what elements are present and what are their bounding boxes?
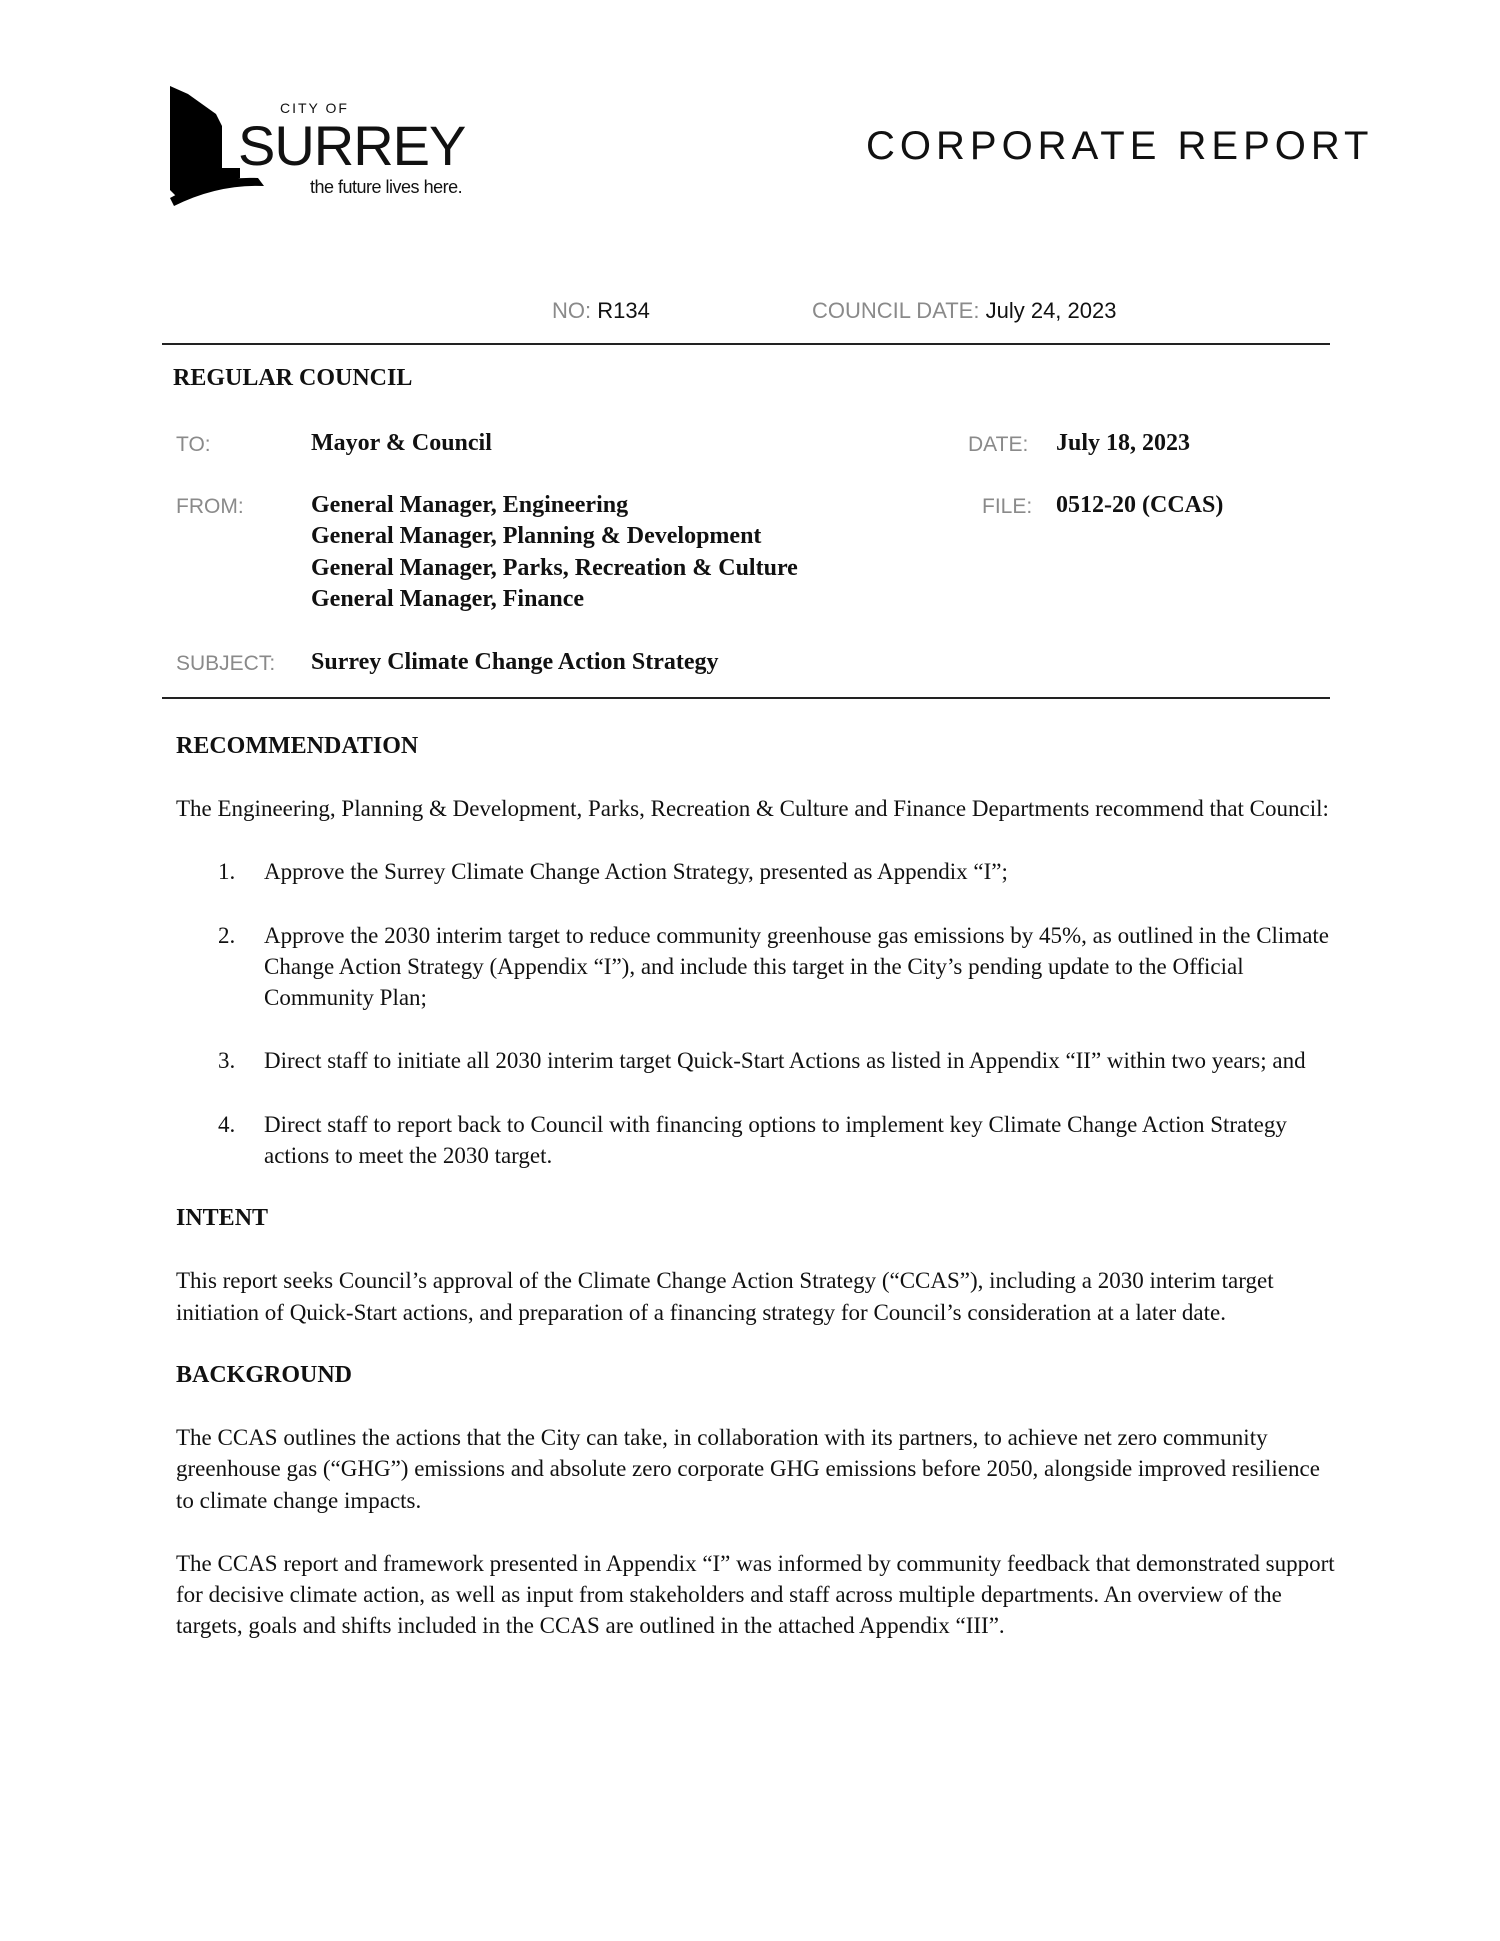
subject-label: SUBJECT: <box>176 652 276 675</box>
file-label: FILE: <box>982 495 1033 518</box>
from-value: General Manager, Engineering <box>311 492 629 518</box>
background-paragraph: The CCAS report and framework presented in Appendix “I” was informed by community feedback that demonstrated support for decisive climate action, as well as input from stakeholders and staff across multiple departments. An overview of the targets, goals and shifts included in the CCAS are outlined in the attached Appendix “III”. <box>176 1550 1335 1639</box>
background-paragraph: The CCAS outlines the actions that the City can take, in collaboration with its partners, to achieve net zero community greenhouse gas (“GHG”) emissions and absolute zero corporate GHG emissions before 2050, alongside improved resilience to climate change impacts. <box>176 1424 1320 1513</box>
intent-text: This report seeks Council’s approval of the Climate Change Action Strategy (“CCAS”), including a 2030 interim target initiation of Quick-Start actions, and preparation of a financing strategy for Council’s consideration at a later date. <box>176 1268 1274 1325</box>
council-date-label: COUNCIL DATE: <box>812 298 980 323</box>
report-number <box>552 298 650 324</box>
from-value: General Manager, Finance <box>311 586 585 612</box>
from-value: General Manager, Planning & Development <box>311 523 762 549</box>
meeting-type: REGULAR COUNCIL <box>173 365 413 391</box>
subject-value: Surrey Climate Change Action Strategy <box>311 649 719 675</box>
list-item-text: Direct staff to report back to Council with financing options to implement key Climate Change Action Strategy actions to meet the 2030 target. <box>264 1111 1287 1169</box>
list-item-text: Approve the 2030 interim target to reduce community greenhouse gas emissions by 45%, as outlined in the Climate Change Action Strategy (Appendix “I”), and include this target in the City’s pending update to the Official Community Plan; <box>264 922 1330 1011</box>
to-label: TO: <box>176 433 211 456</box>
logo-surrey: SURREY <box>238 114 466 177</box>
date-value: July 18, 2023 <box>1056 430 1191 456</box>
recommendation-intro: The Engineering, Planning & Development, Parks, Recreation & Culture and Finance Departments recommend that Council: <box>176 796 1329 821</box>
list-item-text: Direct staff to initiate all 2030 interim target Quick-Start Actions as listed in Appendix “II” within two years; and <box>264 1048 1306 1074</box>
council-date <box>812 298 1116 324</box>
list-item <box>176 1045 1336 1076</box>
from-value: General Manager, Parks, Recreation & Culture <box>311 555 798 581</box>
logo-wordmark <box>238 100 465 198</box>
report-title: CORPORATE REPORT <box>866 124 1374 168</box>
divider <box>162 697 1330 699</box>
to-value: Mayor & Council <box>311 430 492 456</box>
logo-tagline: the future lives here. <box>310 177 463 197</box>
intent-heading: INTENT <box>176 1205 269 1232</box>
no-value: R134 <box>597 298 650 323</box>
recommendation-heading: RECOMMENDATION <box>176 733 419 759</box>
from-label: FROM: <box>176 495 244 518</box>
logo-city-of: CITY OF <box>280 100 349 116</box>
file-value: 0512-20 (CCAS) <box>1056 492 1224 518</box>
list-number: 4. <box>218 1111 236 1137</box>
list-item-text: Approve the Surrey Climate Change Action Strategy, presented as Appendix “I”; <box>264 859 1008 885</box>
list-item <box>176 920 1336 1014</box>
date-label: DATE: <box>968 433 1029 456</box>
council-date-value: July 24, 2023 <box>985 298 1117 323</box>
divider <box>162 343 1330 345</box>
list-number: 3. <box>218 1048 236 1074</box>
list-item <box>176 1109 1336 1172</box>
list-number: 2. <box>218 922 236 948</box>
no-label: NO: <box>552 298 592 323</box>
list-number: 1. <box>218 859 236 885</box>
list-item <box>176 856 1336 887</box>
background-heading: BACKGROUND <box>176 1361 353 1388</box>
report-body <box>176 731 1336 1674</box>
